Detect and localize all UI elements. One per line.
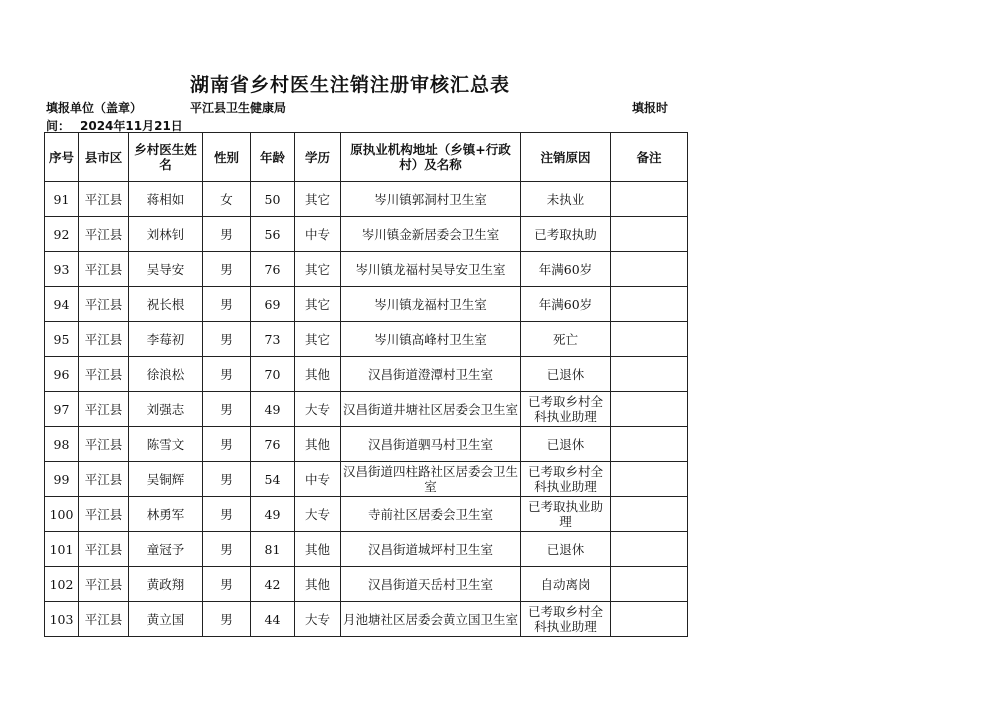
cell-remarks <box>611 322 688 357</box>
header-index: 序号 <box>45 133 79 182</box>
header-age: 年龄 <box>251 133 295 182</box>
cell-index: 97 <box>45 392 79 427</box>
cell-remarks <box>611 217 688 252</box>
cell-gender: 男 <box>203 287 251 322</box>
cell-index: 98 <box>45 427 79 462</box>
cell-reason: 已考取乡村全科执业助理 <box>521 462 611 497</box>
cell-gender: 男 <box>203 357 251 392</box>
cell-education: 其他 <box>295 532 341 567</box>
cell-education: 其它 <box>295 252 341 287</box>
cell-remarks <box>611 462 688 497</box>
cell-institution: 岑川镇龙福村卫生室 <box>341 287 521 322</box>
cell-index: 93 <box>45 252 79 287</box>
fill-unit-value: 平江县卫生健康局 <box>190 101 287 115</box>
cell-county: 平江县 <box>79 497 129 532</box>
cell-county: 平江县 <box>79 322 129 357</box>
cell-name: 吴铜辉 <box>129 462 203 497</box>
cell-education: 其它 <box>295 287 341 322</box>
cell-index: 95 <box>45 322 79 357</box>
cell-education: 其他 <box>295 427 341 462</box>
cell-remarks <box>611 392 688 427</box>
table-row <box>45 287 688 322</box>
cell-index: 92 <box>45 217 79 252</box>
cell-index: 102 <box>45 567 79 602</box>
cell-age: 49 <box>251 392 295 427</box>
cell-age: 49 <box>251 497 295 532</box>
cell-institution: 月池塘社区居委会黄立国卫生室 <box>341 602 521 637</box>
cell-index: 100 <box>45 497 79 532</box>
cell-education: 其他 <box>295 567 341 602</box>
cell-gender: 男 <box>203 532 251 567</box>
cell-remarks <box>611 427 688 462</box>
cell-age: 73 <box>251 322 295 357</box>
fill-time-label-continued: 间： <box>46 119 71 133</box>
cell-age: 76 <box>251 252 295 287</box>
cell-gender: 男 <box>203 322 251 357</box>
cell-gender: 男 <box>203 392 251 427</box>
cell-reason: 已退休 <box>521 357 611 392</box>
header-doctor-name: 乡村医生姓名 <box>129 133 203 182</box>
cell-institution: 汉昌街道井塘社区居委会卫生室 <box>341 392 521 427</box>
cell-institution: 岑川镇高峰村卫生室 <box>341 322 521 357</box>
header-remarks: 备注 <box>611 133 688 182</box>
cell-county: 平江县 <box>79 602 129 637</box>
cell-institution: 汉昌街道四柱路社区居委会卫生室 <box>341 462 521 497</box>
cell-county: 平江县 <box>79 287 129 322</box>
table-row <box>45 462 688 497</box>
cell-institution: 汉昌街道驷马村卫生室 <box>341 427 521 462</box>
cell-county: 平江县 <box>79 462 129 497</box>
cell-gender: 男 <box>203 567 251 602</box>
cell-institution: 汉昌街道城坪村卫生室 <box>341 532 521 567</box>
cell-remarks <box>611 532 688 567</box>
page-title: 湖南省乡村医生注销注册审核汇总表 <box>190 74 511 96</box>
table-row <box>45 392 688 427</box>
cell-gender: 男 <box>203 497 251 532</box>
cell-age: 44 <box>251 602 295 637</box>
header-education: 学历 <box>295 133 341 182</box>
cell-name: 刘林钊 <box>129 217 203 252</box>
cell-index: 96 <box>45 357 79 392</box>
table-row <box>45 567 688 602</box>
cell-reason: 死亡 <box>521 322 611 357</box>
cell-age: 70 <box>251 357 295 392</box>
cell-name: 李莓初 <box>129 322 203 357</box>
cell-remarks <box>611 497 688 532</box>
cell-county: 平江县 <box>79 357 129 392</box>
cell-county: 平江县 <box>79 427 129 462</box>
cell-gender: 男 <box>203 427 251 462</box>
cell-education: 其它 <box>295 182 341 217</box>
cell-reason: 年满60岁 <box>521 252 611 287</box>
cell-name: 蒋相如 <box>129 182 203 217</box>
cell-reason: 自动离岗 <box>521 567 611 602</box>
cell-education: 其它 <box>295 322 341 357</box>
cell-county: 平江县 <box>79 532 129 567</box>
header-gender: 性别 <box>203 133 251 182</box>
cell-county: 平江县 <box>79 217 129 252</box>
cell-index: 103 <box>45 602 79 637</box>
cell-age: 56 <box>251 217 295 252</box>
cell-education: 中专 <box>295 217 341 252</box>
cell-reason: 未执业 <box>521 182 611 217</box>
cell-name: 祝长根 <box>129 287 203 322</box>
cell-name: 吴导安 <box>129 252 203 287</box>
cell-institution: 岑川镇龙福村吴导安卫生室 <box>341 252 521 287</box>
cell-name: 陈雪文 <box>129 427 203 462</box>
cell-reason: 已考取执业助理 <box>521 497 611 532</box>
cell-gender: 男 <box>203 462 251 497</box>
cell-remarks <box>611 182 688 217</box>
table-row <box>45 427 688 462</box>
cell-education: 中专 <box>295 462 341 497</box>
table-row <box>45 182 688 217</box>
header-county: 县市区 <box>79 133 129 182</box>
cell-education: 大专 <box>295 497 341 532</box>
cell-remarks <box>611 602 688 637</box>
cell-county: 平江县 <box>79 392 129 427</box>
cell-institution: 寺前社区居委会卫生室 <box>341 497 521 532</box>
header-reason: 注销原因 <box>521 133 611 182</box>
cell-reason: 已考取执助 <box>521 217 611 252</box>
table-row <box>45 322 688 357</box>
cell-education: 大专 <box>295 602 341 637</box>
summary-table <box>44 132 688 637</box>
cell-name: 黄政翔 <box>129 567 203 602</box>
table-row <box>45 497 688 532</box>
fill-time-value: 2024年11月21日 <box>80 119 183 133</box>
cell-county: 平江县 <box>79 182 129 217</box>
table-row <box>45 602 688 637</box>
table-row <box>45 252 688 287</box>
table-row <box>45 532 688 567</box>
cell-age: 50 <box>251 182 295 217</box>
table-row <box>45 217 688 252</box>
cell-institution: 岑川镇郭洞村卫生室 <box>341 182 521 217</box>
cell-age: 76 <box>251 427 295 462</box>
cell-name: 黄立国 <box>129 602 203 637</box>
header-institution: 原执业机构地址（乡镇+行政村）及名称 <box>341 133 521 182</box>
cell-gender: 男 <box>203 252 251 287</box>
cell-name: 刘强志 <box>129 392 203 427</box>
cell-reason: 年满60岁 <box>521 287 611 322</box>
fill-time-label: 填报时 <box>632 101 669 115</box>
cell-institution: 汉昌街道天岳村卫生室 <box>341 567 521 602</box>
cell-gender: 男 <box>203 217 251 252</box>
cell-name: 童冠予 <box>129 532 203 567</box>
cell-remarks <box>611 567 688 602</box>
cell-remarks <box>611 252 688 287</box>
cell-name: 林勇军 <box>129 497 203 532</box>
cell-remarks <box>611 287 688 322</box>
cell-education: 其他 <box>295 357 341 392</box>
fill-unit-label: 填报单位（盖章） <box>46 101 143 115</box>
cell-age: 69 <box>251 287 295 322</box>
table-row <box>45 357 688 392</box>
cell-index: 91 <box>45 182 79 217</box>
cell-education: 大专 <box>295 392 341 427</box>
cell-index: 101 <box>45 532 79 567</box>
cell-index: 99 <box>45 462 79 497</box>
cell-county: 平江县 <box>79 567 129 602</box>
cell-name: 徐浪松 <box>129 357 203 392</box>
table-header-row <box>45 133 688 182</box>
cell-age: 81 <box>251 532 295 567</box>
cell-remarks <box>611 357 688 392</box>
cell-age: 42 <box>251 567 295 602</box>
cell-institution: 汉昌街道澄潭村卫生室 <box>341 357 521 392</box>
cell-index: 94 <box>45 287 79 322</box>
cell-county: 平江县 <box>79 252 129 287</box>
cell-age: 54 <box>251 462 295 497</box>
cell-institution: 岑川镇金新居委会卫生室 <box>341 217 521 252</box>
cell-reason: 已考取乡村全科执业助理 <box>521 602 611 637</box>
cell-reason: 已退休 <box>521 532 611 567</box>
cell-gender: 男 <box>203 602 251 637</box>
cell-gender: 女 <box>203 182 251 217</box>
cell-reason: 已考取乡村全科执业助理 <box>521 392 611 427</box>
cell-reason: 已退休 <box>521 427 611 462</box>
